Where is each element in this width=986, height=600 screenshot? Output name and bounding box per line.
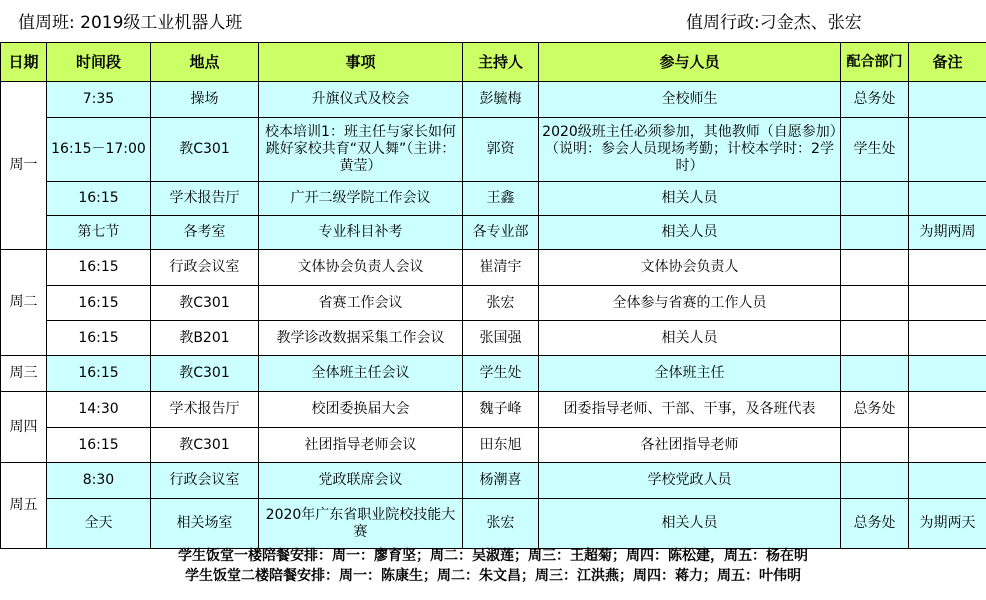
day-cell[interactable]: 周三	[1, 356, 47, 392]
note-cell[interactable]: 为期两周	[909, 216, 986, 250]
people-cell[interactable]: 相关人员	[539, 499, 841, 549]
duty-admin: 值周行政:刁金杰、张宏	[686, 13, 862, 33]
host-cell[interactable]: 学生处	[463, 356, 539, 392]
col-people[interactable]: 参与人员	[539, 43, 841, 82]
host-cell[interactable]: 彭毓梅	[463, 82, 539, 118]
table-row	[1, 118, 986, 182]
people-cell[interactable]: 全体参与省赛的工作人员	[539, 286, 841, 321]
people-cell[interactable]: 相关人员	[539, 321, 841, 356]
note-cell[interactable]	[909, 286, 986, 321]
note-cell[interactable]: 为期两天	[909, 499, 986, 549]
host-cell[interactable]: 杨潮喜	[463, 463, 539, 499]
time-cell[interactable]: 8:30	[47, 463, 151, 499]
dept-cell[interactable]: 总务处	[841, 392, 909, 428]
table-row	[1, 499, 986, 549]
time-cell[interactable]: 7:35	[47, 82, 151, 118]
duty-class: 值周班: 2019级工业机器人班	[18, 13, 243, 33]
dept-cell[interactable]	[841, 286, 909, 321]
item-cell[interactable]: 社团指导老师会议	[259, 428, 463, 463]
dept-cell[interactable]	[841, 463, 909, 499]
schedule-table	[0, 42, 986, 549]
col-item[interactable]: 事项	[259, 43, 463, 82]
col-time[interactable]: 时间段	[47, 43, 151, 82]
dept-cell[interactable]	[841, 428, 909, 463]
col-place[interactable]: 地点	[151, 43, 259, 82]
item-cell[interactable]: 文体协会负责人会议	[259, 250, 463, 286]
table-row	[1, 463, 986, 499]
time-cell[interactable]: 第七节	[47, 216, 151, 250]
col-date[interactable]: 日期	[1, 43, 47, 82]
time-cell[interactable]: 16:15	[47, 428, 151, 463]
place-cell[interactable]: 教C301	[151, 286, 259, 321]
people-cell[interactable]: 全体班主任	[539, 356, 841, 392]
people-cell[interactable]: 相关人员	[539, 216, 841, 250]
people-cell[interactable]: 2020级班主任必须参加，其他教师（自愿参加）（说明：参会人员现场考勤；计校本学时：2学时）	[539, 118, 841, 182]
place-cell[interactable]: 操场	[151, 82, 259, 118]
time-cell[interactable]: 16:15	[47, 182, 151, 216]
dept-cell[interactable]	[841, 321, 909, 356]
header-row	[1, 43, 986, 82]
place-cell[interactable]: 教C301	[151, 428, 259, 463]
note-cell[interactable]	[909, 250, 986, 286]
dept-cell[interactable]: 总务处	[841, 499, 909, 549]
place-cell[interactable]: 行政会议室	[151, 463, 259, 499]
canteen-floor1: 学生饭堂一楼陪餐安排：周一：廖育坚；周二：吴淑莲；周三：王超菊；周四：陈松建，周五：杨在明	[178, 548, 808, 564]
people-cell[interactable]: 各社团指导老师	[539, 428, 841, 463]
people-cell[interactable]: 团委指导老师、干部、干事，及各班代表	[539, 392, 841, 428]
host-cell[interactable]: 张宏	[463, 499, 539, 549]
col-note[interactable]: 备注	[909, 43, 986, 82]
host-cell[interactable]: 王鑫	[463, 182, 539, 216]
day-cell[interactable]: 周五	[1, 463, 47, 549]
dept-cell[interactable]	[841, 356, 909, 392]
canteen-footer	[0, 546, 986, 586]
time-cell[interactable]: 16:15	[47, 286, 151, 321]
col-dept[interactable]: 配合部门	[841, 43, 909, 82]
people-cell[interactable]: 相关人员	[539, 182, 841, 216]
note-cell[interactable]	[909, 182, 986, 216]
place-cell[interactable]: 学术报告厅	[151, 182, 259, 216]
place-cell[interactable]: 教C301	[151, 356, 259, 392]
sheet-header	[0, 0, 986, 42]
item-cell[interactable]: 党政联席会议	[259, 463, 463, 499]
table-row	[1, 82, 986, 118]
note-cell[interactable]	[909, 463, 986, 499]
host-cell[interactable]: 张宏	[463, 286, 539, 321]
people-cell[interactable]: 全校师生	[539, 82, 841, 118]
note-cell[interactable]	[909, 321, 986, 356]
day-cell[interactable]: 周二	[1, 250, 47, 356]
people-cell[interactable]: 学校党政人员	[539, 463, 841, 499]
host-cell[interactable]: 各专业部	[463, 216, 539, 250]
dept-cell[interactable]: 总务处	[841, 82, 909, 118]
item-cell[interactable]: 省赛工作会议	[259, 286, 463, 321]
table-row	[1, 216, 986, 250]
item-cell[interactable]: 2020年广东省职业院校技能大赛	[259, 499, 463, 549]
place-cell[interactable]: 教C301	[151, 118, 259, 182]
item-cell[interactable]: 升旗仪式及校会	[259, 82, 463, 118]
note-cell[interactable]	[909, 392, 986, 428]
item-cell[interactable]: 广开二级学院工作会议	[259, 182, 463, 216]
day-cell[interactable]: 周一	[1, 82, 47, 250]
time-cell[interactable]: 16:15－17:00	[47, 118, 151, 182]
item-cell[interactable]: 校本培训1：班主任与家长如何跳好家校共育“双人舞”（主讲：黄莹）	[259, 118, 463, 182]
dept-cell[interactable]	[841, 216, 909, 250]
canteen-floor2: 学生饭堂二楼陪餐安排：周一：陈康生；周二：朱文昌；周三：江洪燕；周四：蒋力；周五：叶伟明	[185, 568, 801, 584]
time-cell[interactable]: 16:15	[47, 321, 151, 356]
dept-cell[interactable]	[841, 182, 909, 216]
table-row	[1, 286, 986, 321]
place-cell[interactable]: 行政会议室	[151, 250, 259, 286]
time-cell[interactable]: 16:15	[47, 356, 151, 392]
table-row	[1, 321, 986, 356]
table-row	[1, 392, 986, 428]
host-cell[interactable]: 张国强	[463, 321, 539, 356]
dept-cell[interactable]: 学生处	[841, 118, 909, 182]
note-cell[interactable]	[909, 82, 986, 118]
people-cell[interactable]: 文体协会负责人	[539, 250, 841, 286]
host-cell[interactable]: 田东旭	[463, 428, 539, 463]
note-cell[interactable]	[909, 428, 986, 463]
note-cell[interactable]	[909, 356, 986, 392]
item-cell[interactable]: 全体班主任会议	[259, 356, 463, 392]
host-cell[interactable]: 郭资	[463, 118, 539, 182]
day-cell[interactable]: 周四	[1, 392, 47, 463]
place-cell[interactable]: 各考室	[151, 216, 259, 250]
time-cell[interactable]: 16:15	[47, 250, 151, 286]
host-cell[interactable]: 魏子峰	[463, 392, 539, 428]
table-row	[1, 428, 986, 463]
col-host[interactable]: 主持人	[463, 43, 539, 82]
table-row	[1, 356, 986, 392]
time-cell[interactable]: 全天	[47, 499, 151, 549]
dept-cell[interactable]	[841, 250, 909, 286]
item-cell[interactable]: 教学诊改数据采集工作会议	[259, 321, 463, 356]
time-cell[interactable]: 14:30	[47, 392, 151, 428]
note-cell[interactable]	[909, 118, 986, 182]
host-cell[interactable]: 崔清宇	[463, 250, 539, 286]
table-row	[1, 250, 986, 286]
place-cell[interactable]: 学术报告厅	[151, 392, 259, 428]
place-cell[interactable]: 教B201	[151, 321, 259, 356]
place-cell[interactable]: 相关场室	[151, 499, 259, 549]
item-cell[interactable]: 校团委换届大会	[259, 392, 463, 428]
item-cell[interactable]: 专业科目补考	[259, 216, 463, 250]
table-row	[1, 182, 986, 216]
